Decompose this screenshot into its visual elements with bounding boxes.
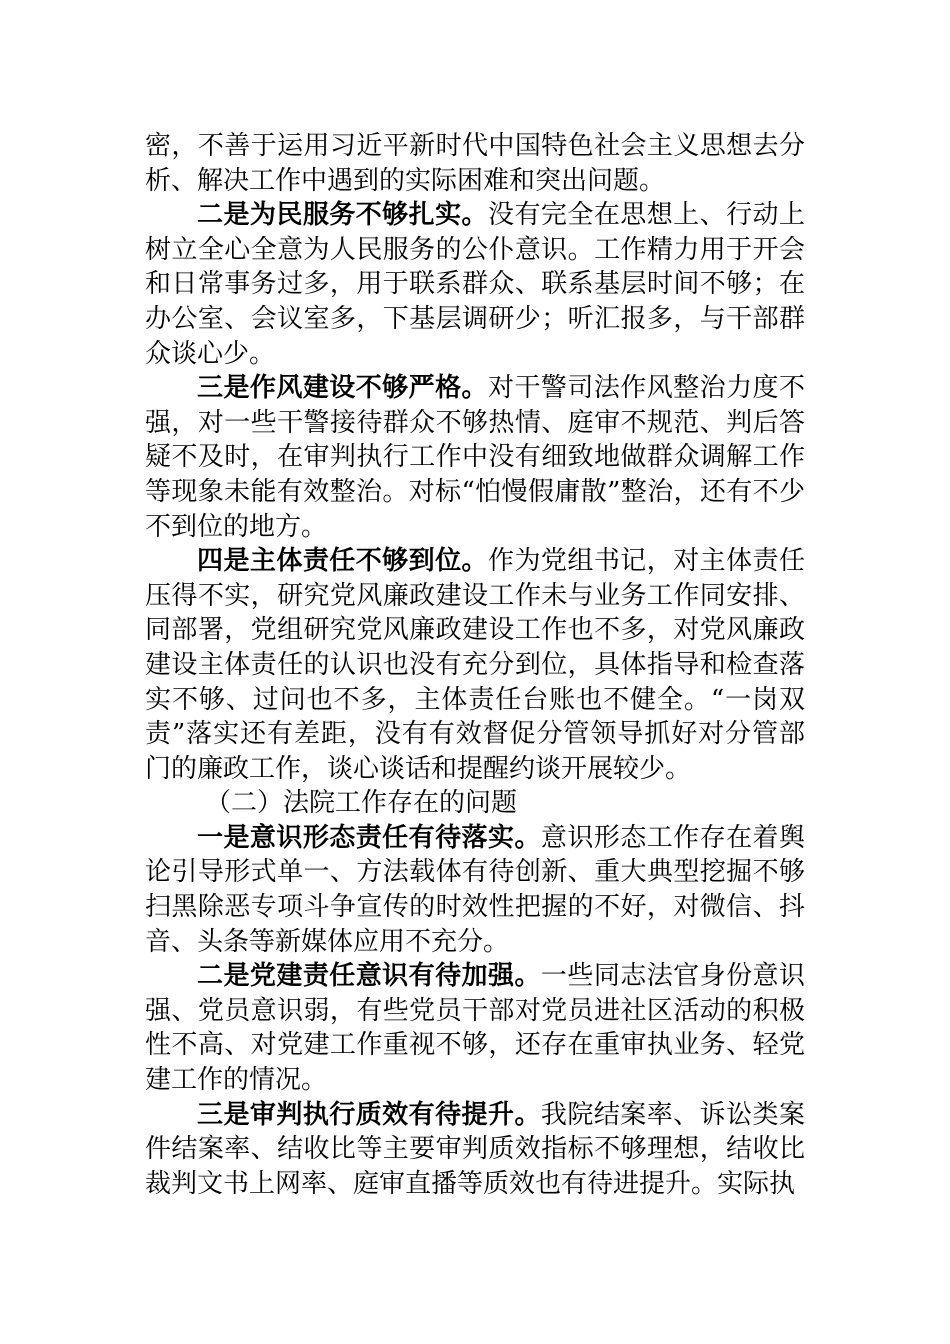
paragraph-text: 作为党组书记，对主体责任压得不实，研究党风廉政建设工作未与业务工作同安排、同部署，党组研究党风廉政建设工作也不多，对党风廉政建设主体责任的认识也没有充分到位，具体指导和检查落实不够、过问也不多，主体责任台账也不健全。“一岗双责”落实还有差距，没有有效督促分管领导抓好对分管部门的廉政工作，谈心谈话和提醒约谈开展较少。: [145, 546, 805, 784]
paragraph-responsibility: [145, 544, 805, 786]
section-heading: [145, 786, 805, 821]
paragraph-ideology: [145, 821, 805, 959]
document-body: [145, 129, 805, 1201]
paragraph-lead: 二是为民服务不够扎实。: [197, 200, 488, 231]
paragraph-lead: 四是主体责任不够到位。: [197, 546, 488, 577]
section-heading-text: （二）法院工作存在的问题: [205, 788, 518, 819]
paragraph-text: 密，不善于运用习近平新时代中国特色社会主义思想去分析、解决工作中遇到的实际困难和突出问题。: [145, 131, 805, 196]
paragraph-text: 一些同志法官身份意识强、党员意识弱，有些党员干部对党员进社区活动的积极性不高、对党建工作重视不够，还存在重审执业务、轻党建工作的情况。: [145, 961, 805, 1096]
paragraph-trial-quality: [145, 1098, 805, 1202]
paragraph-text: 没有完全在思想上、行动上树立全心全意为人民服务的公仆意识。工作精力用于开会和日常事务过多，用于联系群众、联系基层时间不够；在办公室、会议室多，下基层调研少；听汇报多，与干部群众谈心少。: [145, 200, 805, 369]
paragraph-text: 对干警司法作风整治力度不强，对一些干警接待群众不够热情、庭审不规范、判后答疑不及时，在审判执行工作中没有细致地做群众调解工作等现象未能有效整治。对标“怕慢假庸散”整治，还有不少不到位的地方。: [145, 373, 805, 542]
paragraph-lead: 二是党建责任意识有待加强。: [197, 961, 541, 992]
paragraph-lead: 三是作风建设不够严格。: [197, 373, 488, 404]
paragraph-service: [145, 198, 805, 371]
paragraph-text: 意识形态工作存在着舆论引导形式单一、方法载体有待创新、重大典型挖掘不够扫黑除恶专项斗争宣传的时效性把握的不好，对微信、抖音、头条等新媒体应用不充分。: [145, 822, 805, 957]
paragraph-party-building: [145, 959, 805, 1097]
paragraph-style: [145, 371, 805, 544]
paragraph-lead: 一是意识形态责任有待落实。: [197, 822, 541, 853]
paragraph-lead: 三是审判执行质效有待提升。: [197, 1099, 541, 1130]
paragraph-continuation: [145, 129, 805, 198]
paragraph-text: 我院结案率、诉讼类案件结案率、结收比等主要审判质效指标不够理想，结收比裁判文书上网率、庭审直播等质效也有待进提升。实际执: [145, 1099, 805, 1199]
